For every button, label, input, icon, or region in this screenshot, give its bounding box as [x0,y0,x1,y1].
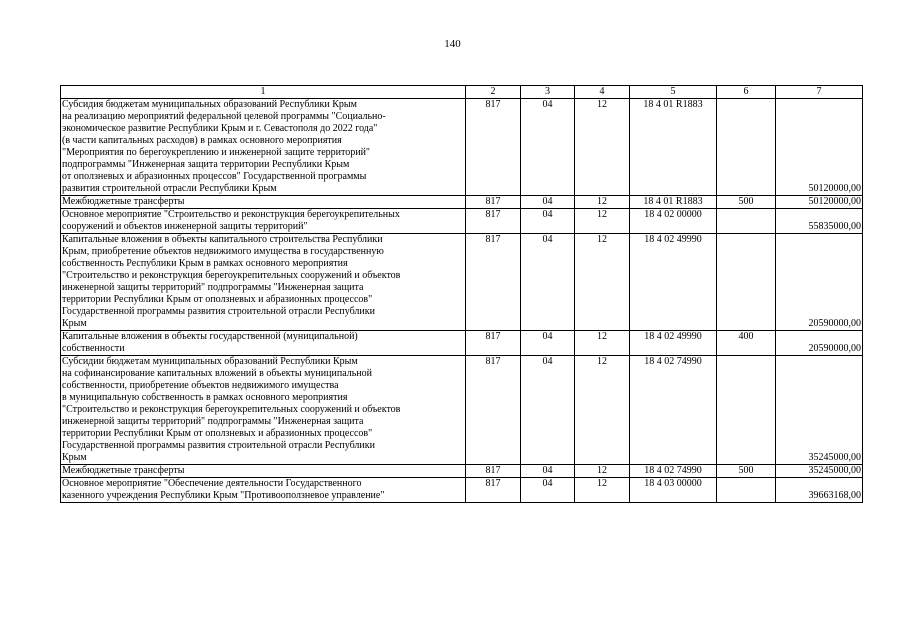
row-type-cell: 400 [717,331,776,356]
header-cell-subsection: 4 [575,86,630,99]
row-ministry-cell: 817 [466,196,521,209]
row-ministry-cell: 817 [466,356,521,465]
row-target-cell: 18 4 03 00000 [630,478,717,503]
row-section-cell: 04 [521,234,575,331]
row-section-cell: 04 [521,478,575,503]
table-row [61,196,863,209]
row-target-cell: 18 4 02 74990 [630,356,717,465]
row-ministry-cell: 817 [466,478,521,503]
row-section-cell: 04 [521,356,575,465]
table-row [61,99,863,196]
row-subsection-cell: 12 [575,234,630,331]
row-subsection-cell: 12 [575,465,630,478]
row-name-cell: Основное мероприятие "Обеспечение деятельности Государственного казенного учреждения Республики Крым "Противооползневое управление" [61,478,466,503]
row-target-cell: 18 4 01 R1883 [630,196,717,209]
row-amount-cell: 20590000,00 [776,331,863,356]
row-name-cell: Капитальные вложения в объекты капитального строительства Республики Крым, приобретение объектов недвижимого имущества в государственную собственность Республики Крым в рамках основного мероприятия "Строительство и реконструкция берегоукрепительных сооружений и объектов инженерной защиты территорий" подпрограммы "Инженерная защита территории Республики Крым от оползневых и абразионных процессов" Государственной программы развития строительной отрасли Республики Крым [61,234,466,331]
header-row [61,86,863,99]
row-name-cell: Субсидия бюджетам муниципальных образований Республики Крым на реализацию мероприятий федеральной целевой программы "Социально- экономическое развитие Республики Крым и г. Севастополя до 2022 года" (в части капитальных расходов) в рамках основного мероприятия "Мероприятия по берегоукреплению и инженерной защите территорий" подпрограммы "Инженерная защита территории Республики Крым от оползневых и абразионных процессов" Государственной программы развития строительной отрасли Республики Крым [61,99,466,196]
row-type-cell: 500 [717,196,776,209]
row-amount-cell: 20590000,00 [776,234,863,331]
row-name-cell: Межбюджетные трансферты [61,196,466,209]
header-cell-section: 3 [521,86,575,99]
header-cell-target: 5 [630,86,717,99]
header-cell-ministry: 2 [466,86,521,99]
header-cell-type: 6 [717,86,776,99]
row-ministry-cell: 817 [466,331,521,356]
row-type-cell [717,356,776,465]
row-subsection-cell: 12 [575,356,630,465]
row-section-cell: 04 [521,99,575,196]
row-subsection-cell: 12 [575,196,630,209]
table-row [61,465,863,478]
row-target-cell: 18 4 02 00000 [630,209,717,234]
row-ministry-cell: 817 [466,99,521,196]
row-type-cell [717,99,776,196]
row-type-cell [717,234,776,331]
row-section-cell: 04 [521,465,575,478]
row-section-cell: 04 [521,196,575,209]
row-name-cell: Межбюджетные трансферты [61,465,466,478]
row-amount-cell: 35245000,00 [776,465,863,478]
row-amount-cell: 39663168,00 [776,478,863,503]
row-name-cell: Капитальные вложения в объекты государственной (муниципальной) собственности [61,331,466,356]
row-target-cell: 18 4 02 49990 [630,331,717,356]
table-row [61,209,863,234]
header-cell-amount: 7 [776,86,863,99]
row-target-cell: 18 4 01 R1883 [630,99,717,196]
table-row [61,234,863,331]
header-cell-name: 1 [61,86,466,99]
table-row [61,356,863,465]
page-number: 140 [444,38,461,50]
table-row [61,331,863,356]
row-amount-cell: 55835000,00 [776,209,863,234]
row-ministry-cell: 817 [466,209,521,234]
row-subsection-cell: 12 [575,209,630,234]
budget-table [60,85,863,503]
row-name-cell: Основное мероприятие "Строительство и реконструкция берегоукрепительных сооружений и объектов инженерной защиты территорий" [61,209,466,234]
row-target-cell: 18 4 02 49990 [630,234,717,331]
row-ministry-cell: 817 [466,465,521,478]
row-section-cell: 04 [521,209,575,234]
row-type-cell: 500 [717,465,776,478]
row-amount-cell: 35245000,00 [776,356,863,465]
row-subsection-cell: 12 [575,478,630,503]
row-name-cell: Субсидии бюджетам муниципальных образований Республики Крым на софинансирование капитальных вложений в объекты муниципальной собственности, приобретение объектов недвижимого имущества в муниципальную собственность в рамках основного мероприятия "Строительство и реконструкция берегоукрепительных сооружений и объектов инженерной защиты территорий" подпрограммы "Инженерная защита территории Республики Крым от оползневых и абразионных процессов" Государственной программы развития строительной отрасли Республики Крым [61,356,466,465]
row-subsection-cell: 12 [575,331,630,356]
row-amount-cell: 50120000,00 [776,196,863,209]
row-section-cell: 04 [521,331,575,356]
row-type-cell [717,209,776,234]
row-subsection-cell: 12 [575,99,630,196]
row-type-cell [717,478,776,503]
row-target-cell: 18 4 02 74990 [630,465,717,478]
row-ministry-cell: 817 [466,234,521,331]
row-amount-cell: 50120000,00 [776,99,863,196]
table-row [61,478,863,503]
